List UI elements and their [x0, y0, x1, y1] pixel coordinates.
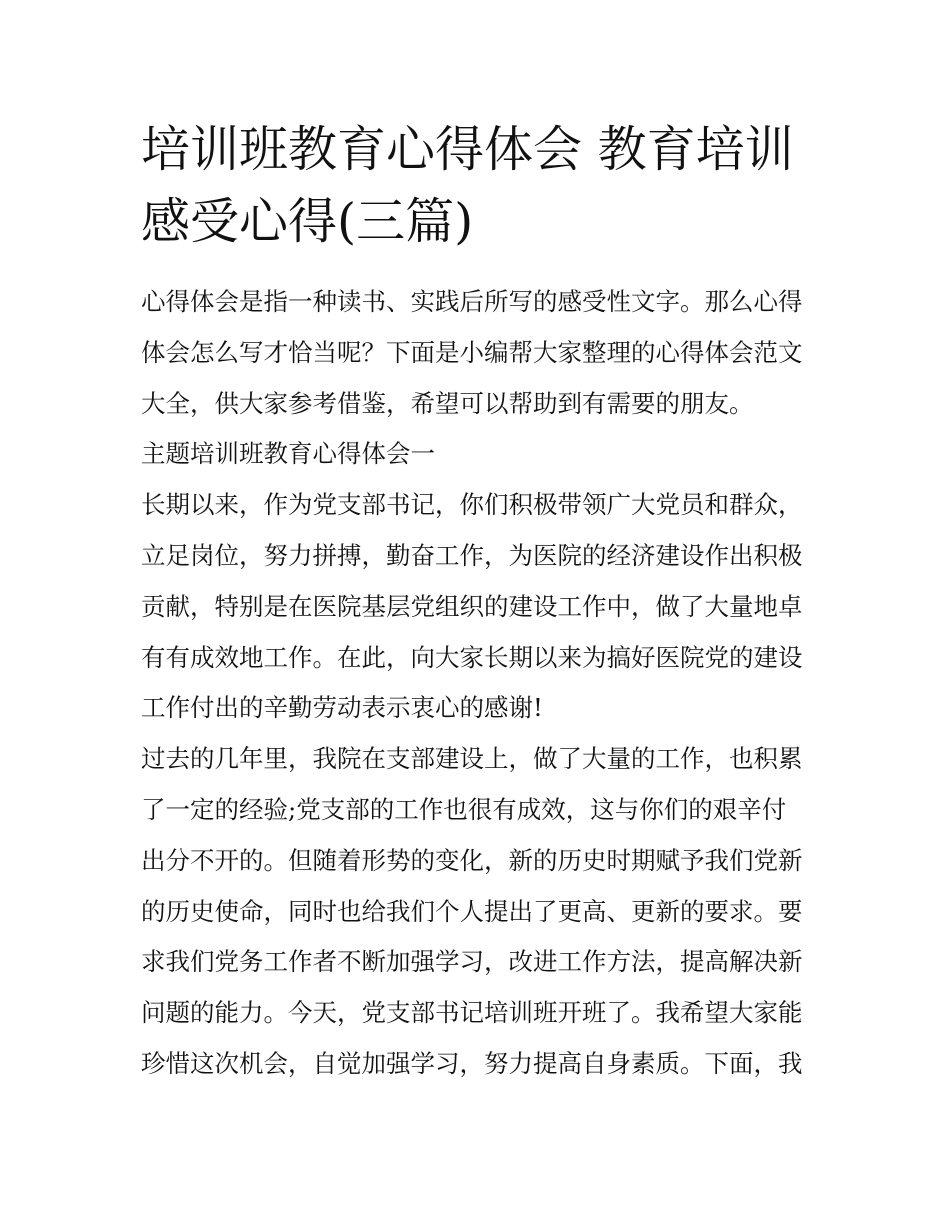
title-line: 感受心得(三篇) [141, 193, 474, 250]
body-line: 心得体会是指一种读书、实践后所写的感受性文字。那么心得 [141, 287, 803, 316]
body-line: 长期以来，作为党支部书记，你们积极带领广大党员和群众， [141, 490, 803, 520]
body-line: 体会怎么写才恰当呢？下面是小编帮大家整理的心得体会范文 [141, 337, 803, 367]
body-line: 求我们党务工作者不断加强学习，改进工作方法，提高解决新 [141, 947, 803, 977]
section-heading: 主题培训班教育心得体会一 [141, 439, 435, 469]
document-body [141, 277, 821, 1090]
body-line: 的历史使命，同时也给我们个人提出了更高、更新的要求。要 [141, 896, 803, 926]
body-line: 立足岗位，努力拼搏，勤奋工作，为医院的经济建设作出积极 [141, 540, 803, 570]
body-line: 贡献，特别是在医院基层党组织的建设工作中，做了大量地卓 [141, 591, 803, 621]
body-line: 工作付出的辛勤劳动表示衷心的感谢! [141, 693, 543, 723]
body-line: 有有成效地工作。在此，向大家长期以来为搞好医院党的建设 [141, 642, 803, 672]
body-line: 珍惜这次机会，自觉加强学习，努力提高自身素质。下面，我 [141, 1048, 803, 1078]
body-line: 问题的能力。今天，党支部书记培训班开班了。我希望大家能 [141, 998, 803, 1028]
body-line: 大全，供大家参考借鉴，希望可以帮助到有需要的朋友。 [141, 388, 754, 418]
document-title [141, 114, 821, 258]
body-line: 了一定的经验;党支部的工作也很有成效，这与你们的艰辛付 [141, 794, 787, 824]
title-line: 培训班教育心得体会 教育培训 [141, 121, 794, 178]
body-line: 过去的几年里，我院在支部建设上，做了大量的工作，也积累 [141, 744, 803, 774]
body-line: 出分不开的。但随着形势的变化，新的历史时期赋予我们党新 [141, 845, 803, 875]
